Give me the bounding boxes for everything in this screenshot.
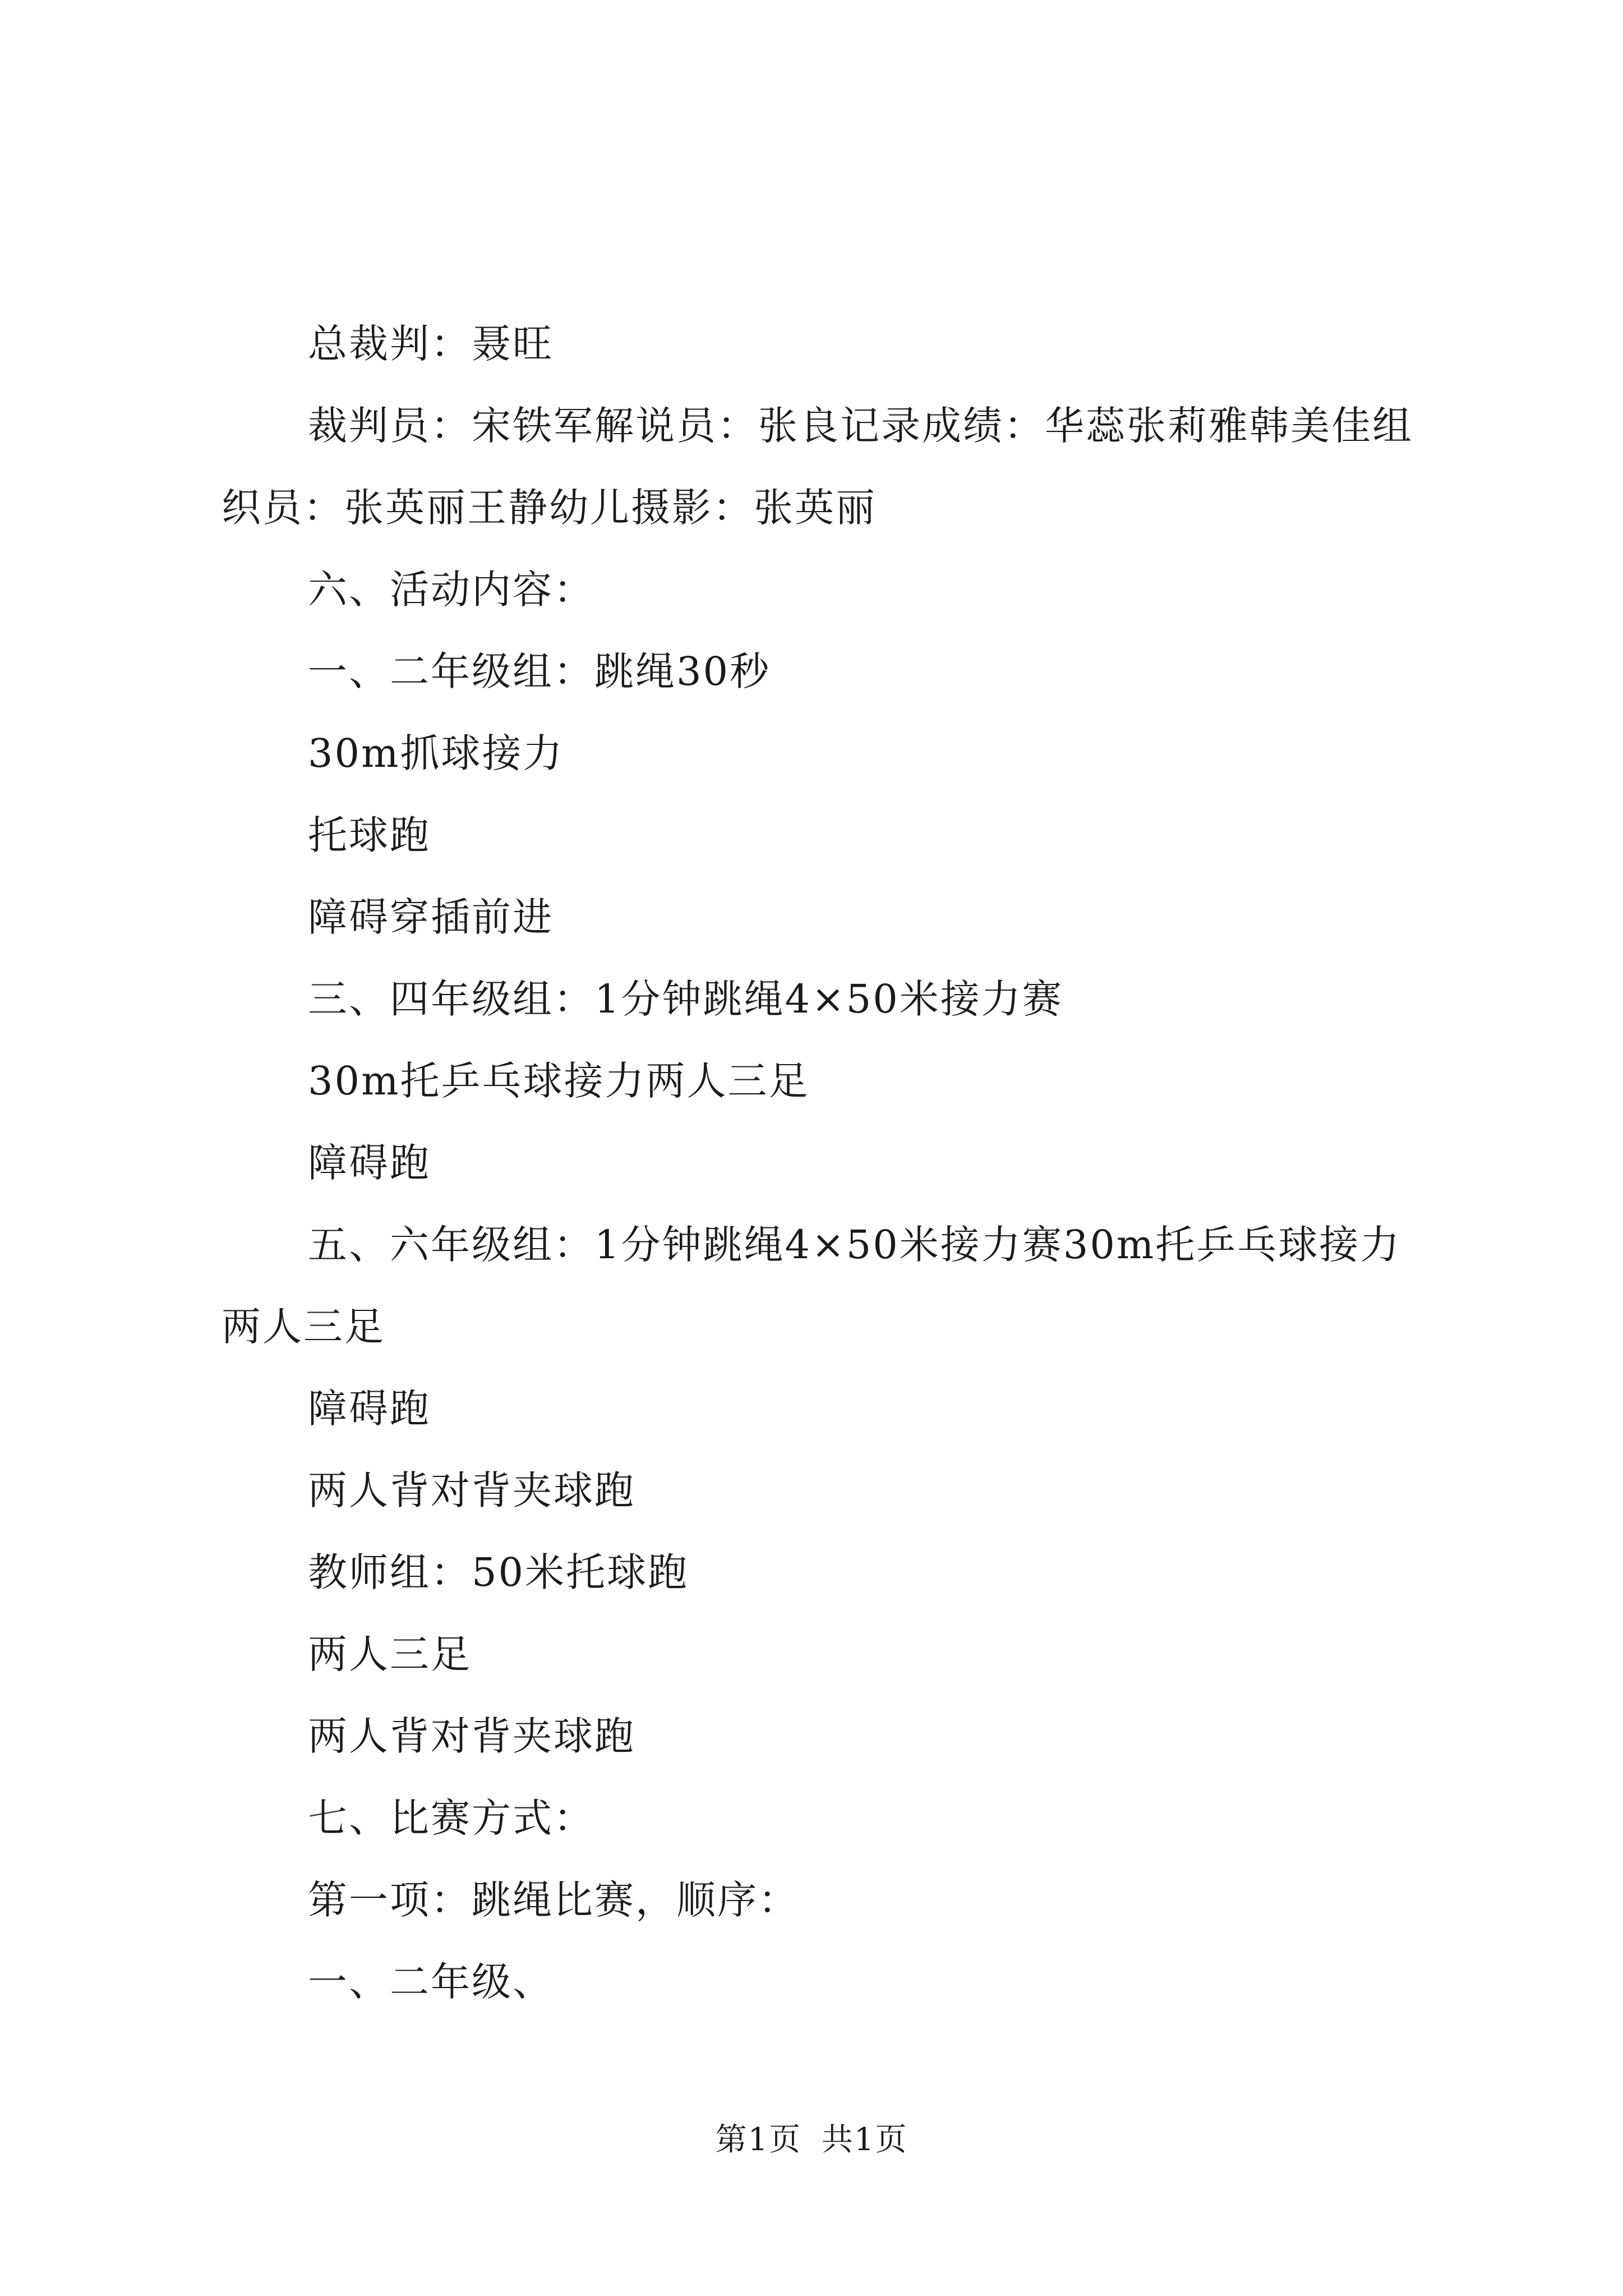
- paragraph-chief-referee: 总裁判：聂旺: [308, 321, 554, 367]
- paragraph-grade-5-6-group: 五、六年级组：1分钟跳绳4×50米接力赛30m托乒乓球接力两人三足: [222, 1222, 1401, 1350]
- paragraph-back-to-back-run: 两人背对背夹球跑: [308, 1467, 635, 1513]
- page-total: 共1页: [821, 2122, 908, 2158]
- paragraph-three-legged: 两人三足: [308, 1631, 472, 1677]
- paragraph-first-item: 第一项：跳绳比赛，顺序：: [308, 1877, 799, 1923]
- paragraph-back-to-back-run-2: 两人背对背夹球跑: [308, 1713, 635, 1759]
- document-body: [222, 303, 1427, 2023]
- paragraph-teacher-group: 教师组：50米托球跑: [308, 1549, 689, 1595]
- paragraph-grade-3-4-group: 三、四年级组：1分钟跳绳4×50米接力赛: [308, 976, 1063, 1022]
- page-footer: [0, 2118, 1623, 2162]
- paragraph-staff-list: 裁判员：宋铁军解说员：张良记录成绩：华蕊张莉雅韩美佳组织员：张英丽王静幼儿摄影：张英丽: [222, 403, 1413, 531]
- page-number: 第1页: [715, 2122, 802, 2158]
- paragraph-ball-carry-run: 托球跑: [308, 812, 431, 858]
- section-heading-competition-format: 七、比赛方式：: [308, 1795, 594, 1841]
- paragraph-grade-order: 一、二年级、: [308, 1959, 554, 2005]
- paragraph-obstacle-run: 障碍跑: [308, 1140, 431, 1186]
- paragraph-pingpong-relay: 30m托乒乓球接力两人三足: [308, 1058, 810, 1104]
- paragraph-grade-1-2-group: 一、二年级组：跳绳30秒: [308, 648, 771, 694]
- section-heading-activity-content: 六、活动内容：: [308, 567, 594, 613]
- paragraph-obstacle-run-2: 障碍跑: [308, 1386, 431, 1432]
- paragraph-ball-relay: 30m抓球接力: [308, 730, 564, 776]
- paragraph-obstacle-weave: 障碍穿插前进: [308, 894, 554, 940]
